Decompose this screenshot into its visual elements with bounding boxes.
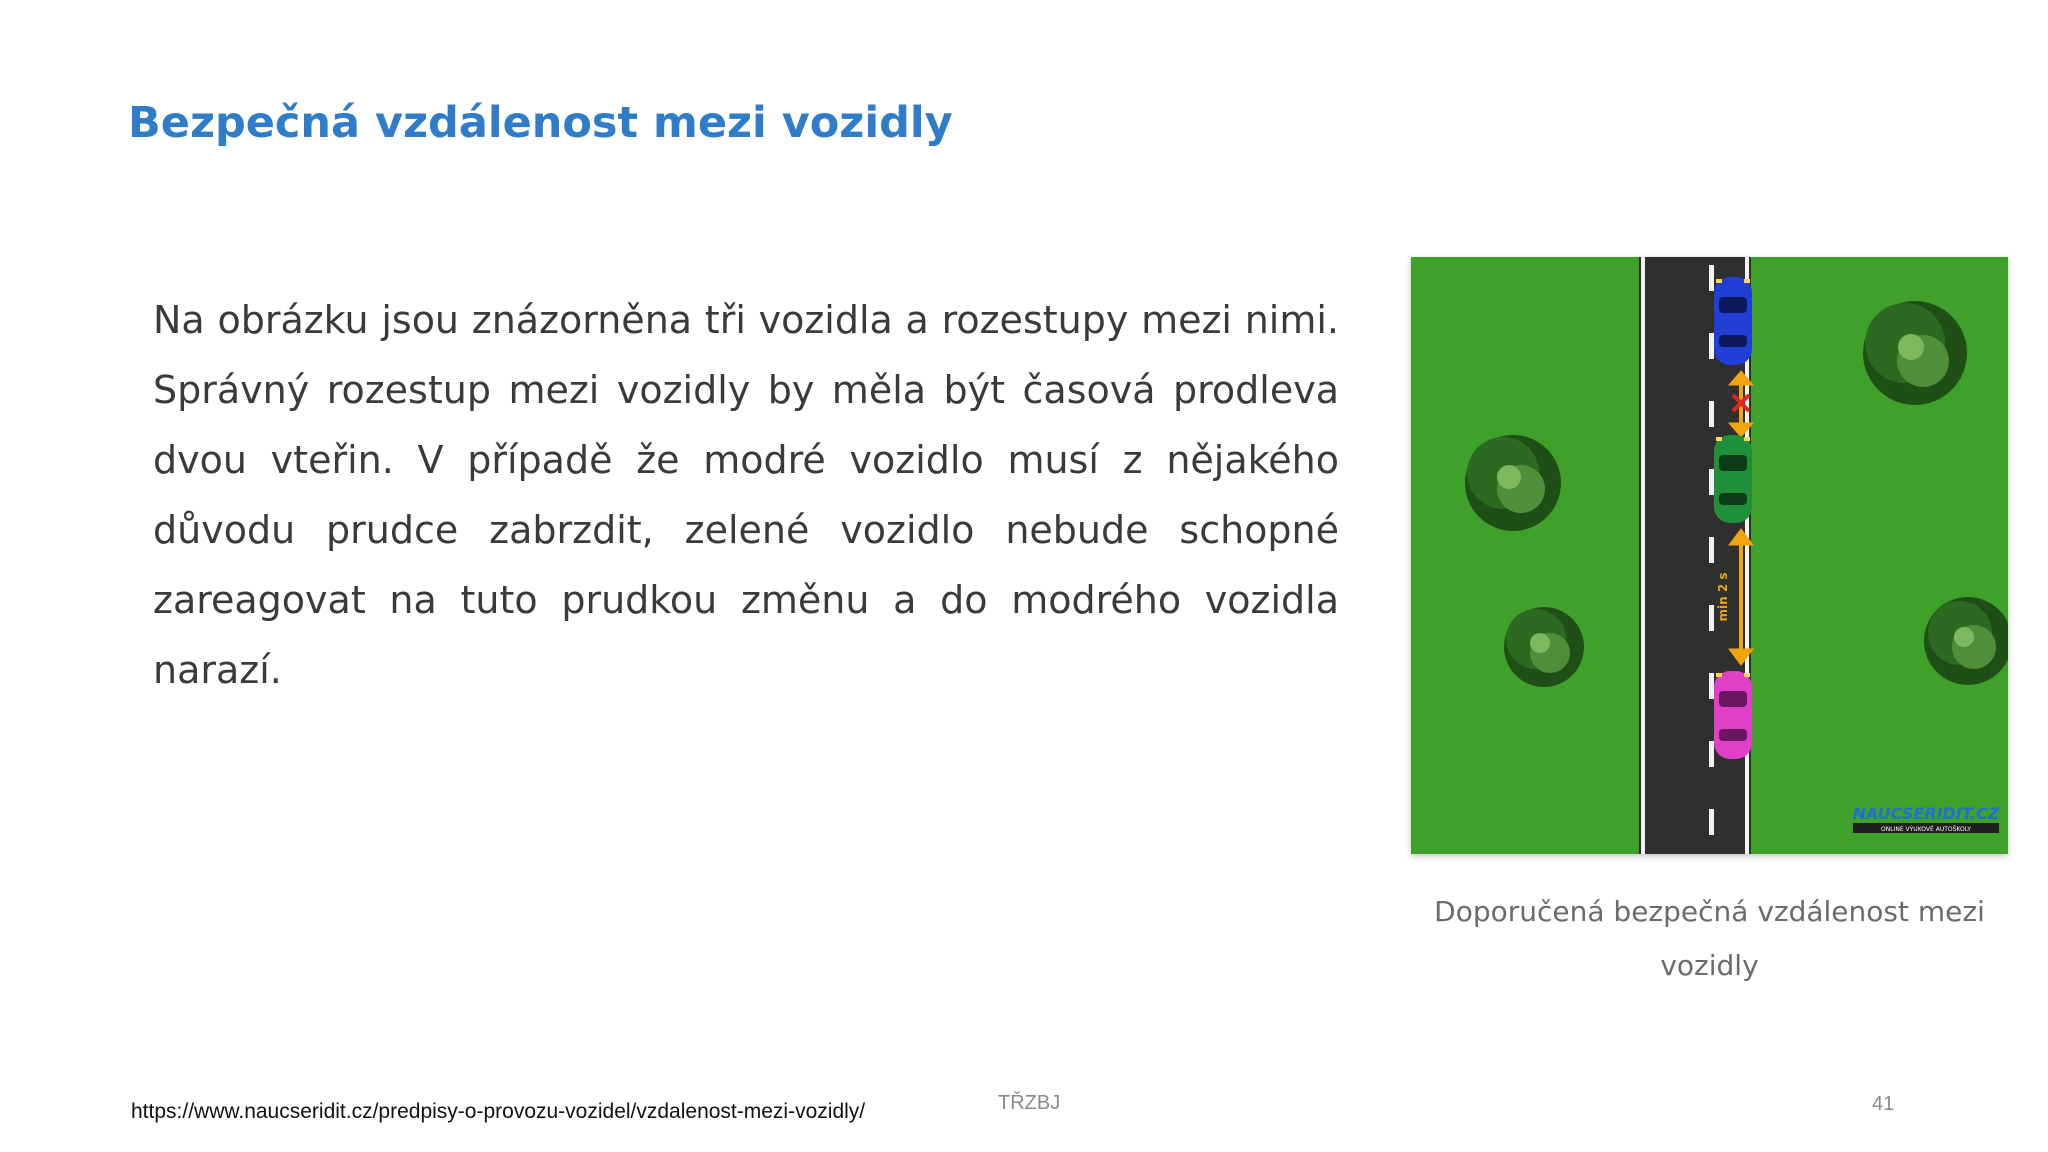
tree-icon bbox=[1465, 435, 1561, 531]
figure-caption: Doporučená bezpečná vzdálenost mezi vozidly bbox=[1434, 895, 1985, 982]
green-car-icon bbox=[1714, 435, 1752, 523]
tree-icon bbox=[1504, 607, 1584, 687]
body-paragraph: Na obrázku jsou znázorněna tři vozidla a rozestupy mezi nimi. Správný rozestup mezi vozidly by měla být časová prodleva dvou vteřin. V případě že modré vozidlo musí z nějakého důvodu prudce zabrzdit, zelené vozidlo nebude schopné zareagovat na tuto prudkou změnu a do modrého vozidla narazí. bbox=[153, 298, 1339, 692]
slide-title: Bezpečná vzdálenost mezi vozidly bbox=[128, 98, 953, 148]
source-url: https://www.naucseridit.cz/predpisy-o-provozu-vozidel/vzdalenost-mezi-vozidly/ bbox=[131, 1100, 866, 1123]
road-edge-left bbox=[1641, 257, 1645, 854]
watermark-logo bbox=[1853, 804, 2000, 833]
tree-icon bbox=[1863, 301, 1967, 405]
svg-text:NAUCSERIDIT.CZ: NAUCSERIDIT.CZ bbox=[1852, 804, 2000, 823]
center-line bbox=[1709, 265, 1714, 835]
pink-car-icon bbox=[1714, 671, 1752, 759]
page-number: 41 bbox=[1872, 1093, 1895, 1115]
footer-label: TŘZBJ bbox=[998, 1092, 1061, 1114]
blue-car-icon bbox=[1714, 277, 1752, 365]
svg-text:ONLINE VÝUKOVÉ AUTOŠKOLY: ONLINE VÝUKOVÉ AUTOŠKOLY bbox=[1881, 826, 1971, 833]
road-illustration bbox=[1411, 257, 2008, 854]
distance-label: min 2 s bbox=[1716, 572, 1730, 622]
tree-icon bbox=[1924, 597, 2008, 685]
